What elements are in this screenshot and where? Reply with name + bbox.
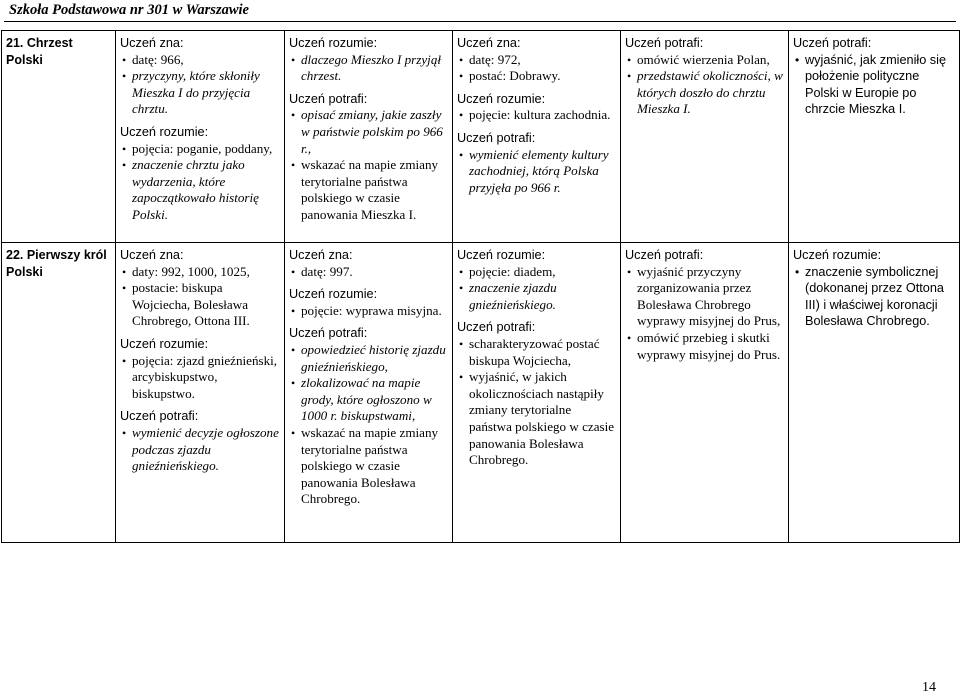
requirement-section	[793, 35, 955, 118]
section-label: Uczeń zna:	[289, 248, 353, 262]
requirement-text: pojęcia: poganie, poddany,	[132, 140, 273, 156]
requirement-item	[625, 330, 784, 363]
requirement-item	[289, 264, 448, 281]
requirement-text: omówić wierzenia Polan,	[637, 51, 770, 67]
requirement-section	[289, 286, 448, 319]
bullet-icon: •	[291, 264, 296, 279]
requirements-cell	[116, 31, 285, 243]
section-label: Uczeń potrafi:	[625, 248, 704, 262]
requirement-section	[625, 247, 784, 363]
requirement-text: datę: 966,	[132, 51, 184, 67]
requirements-cell	[453, 243, 621, 543]
requirement-list	[457, 336, 616, 469]
requirement-text: pojęcie: kultura zachodnia.	[469, 107, 611, 123]
section-label: Uczeń zna:	[120, 36, 184, 50]
requirement-item	[625, 52, 784, 69]
requirement-text: wymienić decyzje ogłoszone podczas zjazdu gnieźnieńskiego.	[132, 424, 279, 474]
requirement-list	[289, 52, 448, 85]
requirement-list	[457, 264, 616, 314]
requirement-section	[457, 247, 616, 313]
bullet-icon: •	[627, 330, 632, 345]
requirement-text: przedstawić okoliczności, w których doszło do chrztu Mieszka I.	[637, 68, 783, 117]
requirements-cell	[285, 243, 453, 543]
bullet-icon: •	[122, 141, 127, 156]
requirement-item	[457, 369, 616, 469]
requirement-text: omówić przebieg i skutki wyprawy misyjnej do Prus.	[637, 329, 781, 362]
bullet-icon: •	[291, 158, 296, 173]
requirement-item	[289, 425, 448, 508]
requirement-section	[793, 247, 955, 330]
section-label: Uczeń potrafi:	[457, 130, 536, 145]
bullet-icon: •	[291, 425, 296, 440]
requirement-text: przyczyny, które skłoniły Mieszka I do przyjęcia chrztu.	[132, 68, 260, 117]
bullet-icon: •	[459, 69, 464, 84]
bullet-icon: •	[459, 108, 464, 123]
requirement-text: znaczenie symbolicznej (dokonanej przez Ottona III) i właściwej koronacji Bolesława Chrobrego.	[805, 264, 944, 329]
requirement-item	[457, 52, 616, 69]
section-label: Uczeń potrafi:	[625, 36, 704, 50]
requirement-text: wskazać na mapie zmiany terytorialne państwa polskiego w czasie panowania Bolesława Chrobrego.	[301, 424, 439, 507]
requirements-cell	[621, 31, 789, 243]
requirement-item	[457, 68, 616, 85]
requirement-section	[120, 247, 280, 330]
requirements-cell	[621, 243, 789, 543]
requirement-item	[120, 157, 280, 223]
requirement-item	[289, 342, 448, 375]
page-number: 14	[922, 680, 936, 695]
bullet-icon: •	[122, 158, 127, 173]
requirement-list	[457, 147, 616, 197]
requirement-text: zlokalizować na mapie grody, które ogłoszono w 1000 r. biskupstwami,	[301, 375, 432, 424]
requirement-item	[457, 107, 616, 124]
requirement-text: postać: Dobrawy.	[469, 68, 561, 84]
requirement-text: wskazać na mapie zmiany terytorialne państwa polskiego w czasie panowania Mieszka I.	[301, 157, 439, 222]
section-label: Uczeń rozumie:	[120, 336, 209, 351]
requirement-text: wyjaśnić, jak zmieniło się położenie polityczne Polski w Europie po chrzcie Mieszka I.	[805, 52, 947, 117]
header-divider	[4, 21, 956, 22]
requirements-cell	[116, 243, 285, 543]
bullet-icon: •	[459, 370, 464, 385]
requirement-text: pojęcie: wyprawa misyjna.	[301, 302, 442, 318]
requirement-list	[120, 353, 280, 403]
requirement-list	[793, 264, 955, 330]
bullet-icon: •	[627, 264, 632, 279]
requirement-text: znaczenie chrztu jako wydarzenia, które zapoczątkowało historię Polski.	[132, 157, 259, 222]
requirements-cell	[789, 243, 960, 543]
section-label: Uczeń rozumie:	[120, 124, 209, 139]
section-label: Uczeń rozumie:	[457, 91, 546, 106]
requirement-item	[457, 336, 616, 369]
bullet-icon: •	[627, 69, 632, 84]
bullet-icon: •	[459, 281, 464, 296]
requirement-section	[457, 319, 616, 468]
school-header: Szkoła Podstawowa nr 301 w Warszawie	[9, 2, 249, 18]
requirements-cell	[789, 31, 960, 243]
requirement-section	[289, 325, 448, 508]
bullet-icon: •	[291, 376, 296, 391]
requirement-text: scharakteryzować postać biskupa Wojciecha,	[469, 335, 600, 368]
bullet-icon: •	[122, 52, 127, 67]
requirement-section	[457, 35, 616, 85]
requirement-text: dlaczego Mieszko I przyjął chrzest.	[301, 51, 442, 84]
bullet-icon: •	[459, 147, 464, 162]
bullet-icon: •	[122, 425, 127, 440]
requirement-text: daty: 992, 1000, 1025,	[132, 263, 250, 279]
topic-cell: 22. Pierwszy król Polski	[2, 243, 116, 543]
section-label: Uczeń potrafi:	[793, 36, 872, 50]
bullet-icon: •	[291, 108, 296, 123]
requirement-text: postacie: biskupa Wojciecha, Bolesława Chrobrego, Ottona III.	[132, 280, 250, 329]
requirement-item	[289, 375, 448, 425]
requirement-text: datę: 997.	[301, 263, 353, 279]
requirement-list	[793, 52, 955, 118]
section-label: Uczeń potrafi:	[120, 409, 199, 424]
requirement-text: opisać zmiany, jakie zaszły w państwie polskim po 966 r.,	[301, 107, 443, 156]
requirement-text: pojęcia: zjazd gnieźnieński, arcybiskupstwo, biskupstwo.	[132, 352, 278, 401]
requirement-list	[289, 264, 448, 281]
requirement-list	[457, 107, 616, 124]
requirement-text: opowiedzieć historię zjazdu gnieźnieńskiego,	[301, 341, 446, 374]
bullet-icon: •	[795, 264, 800, 279]
requirement-item	[457, 264, 616, 281]
requirement-list	[457, 52, 616, 85]
requirement-item	[625, 264, 784, 330]
requirement-text: znaczenie zjazdu gnieźnieńskiego.	[469, 280, 557, 312]
requirement-text: wyjaśnić, w jakich okolicznościach nastąpiły zmiany terytorialne państwa polskiego w czasie panowania Bolesława Chrobrego.	[469, 369, 615, 468]
section-label: Uczeń zna:	[120, 248, 184, 262]
requirement-list	[120, 264, 280, 330]
bullet-icon: •	[459, 336, 464, 351]
bullet-icon: •	[122, 264, 127, 279]
bullet-icon: •	[627, 52, 632, 67]
requirement-section	[120, 408, 280, 474]
requirement-section	[120, 124, 280, 224]
table-row	[2, 31, 960, 243]
section-label: Uczeń rozumie:	[289, 287, 378, 302]
bullet-icon: •	[459, 264, 464, 279]
requirement-item	[120, 425, 280, 475]
requirement-item	[793, 52, 955, 118]
requirements-table	[1, 30, 960, 543]
requirement-list	[289, 303, 448, 320]
requirement-list	[120, 141, 280, 224]
requirement-list	[625, 52, 784, 118]
requirement-item	[289, 52, 448, 85]
section-label: Uczeń potrafi:	[457, 320, 536, 335]
requirements-cell	[285, 31, 453, 243]
requirement-item	[289, 107, 448, 157]
requirement-item	[120, 68, 280, 118]
bullet-icon: •	[291, 342, 296, 357]
requirement-item	[120, 264, 280, 281]
bullet-icon: •	[291, 52, 296, 67]
section-label: Uczeń rozumie:	[457, 248, 546, 262]
requirement-section	[457, 130, 616, 196]
section-label: Uczeń rozumie:	[793, 248, 882, 262]
section-label: Uczeń potrafi:	[289, 91, 368, 106]
requirements-cell	[453, 31, 621, 243]
requirement-item	[289, 157, 448, 223]
section-label: Uczeń zna:	[457, 36, 521, 50]
requirement-text: pojęcie: diadem,	[469, 263, 556, 279]
requirement-section	[120, 336, 280, 402]
bullet-icon: •	[122, 353, 127, 368]
requirement-section	[289, 35, 448, 85]
table-row	[2, 243, 960, 543]
bullet-icon: •	[291, 303, 296, 318]
bullet-icon: •	[795, 52, 800, 67]
requirement-item	[457, 147, 616, 197]
requirement-list	[120, 425, 280, 475]
bullet-icon: •	[122, 69, 127, 84]
requirement-item	[120, 52, 280, 69]
requirement-section	[625, 35, 784, 118]
requirement-text: wyjaśnić przyczyny zorganizowania przez Bolesława Chrobrego wyprawy misyjnej do Prus,	[637, 263, 781, 329]
requirement-item	[625, 68, 784, 118]
section-label: Uczeń potrafi:	[289, 326, 368, 341]
requirement-section	[120, 35, 280, 118]
requirement-item	[457, 280, 616, 313]
requirement-item	[793, 264, 955, 330]
requirement-list	[120, 52, 280, 118]
topic-cell: 21. Chrzest Polski	[2, 31, 116, 243]
requirement-item	[120, 353, 280, 403]
requirement-list	[289, 342, 448, 508]
bullet-icon: •	[459, 52, 464, 67]
requirement-list	[289, 107, 448, 223]
requirement-section	[289, 247, 448, 280]
requirement-item	[120, 141, 280, 158]
section-label: Uczeń rozumie:	[289, 36, 378, 50]
requirement-text: wymienić elementy kultury zachodniej, którą Polska przyjęła po 966 r.	[469, 146, 609, 195]
requirement-list	[625, 264, 784, 364]
requirement-item	[289, 303, 448, 320]
requirement-section	[289, 91, 448, 224]
requirement-item	[120, 280, 280, 330]
requirement-text: datę: 972,	[469, 51, 521, 67]
requirement-section	[457, 91, 616, 124]
bullet-icon: •	[122, 281, 127, 296]
